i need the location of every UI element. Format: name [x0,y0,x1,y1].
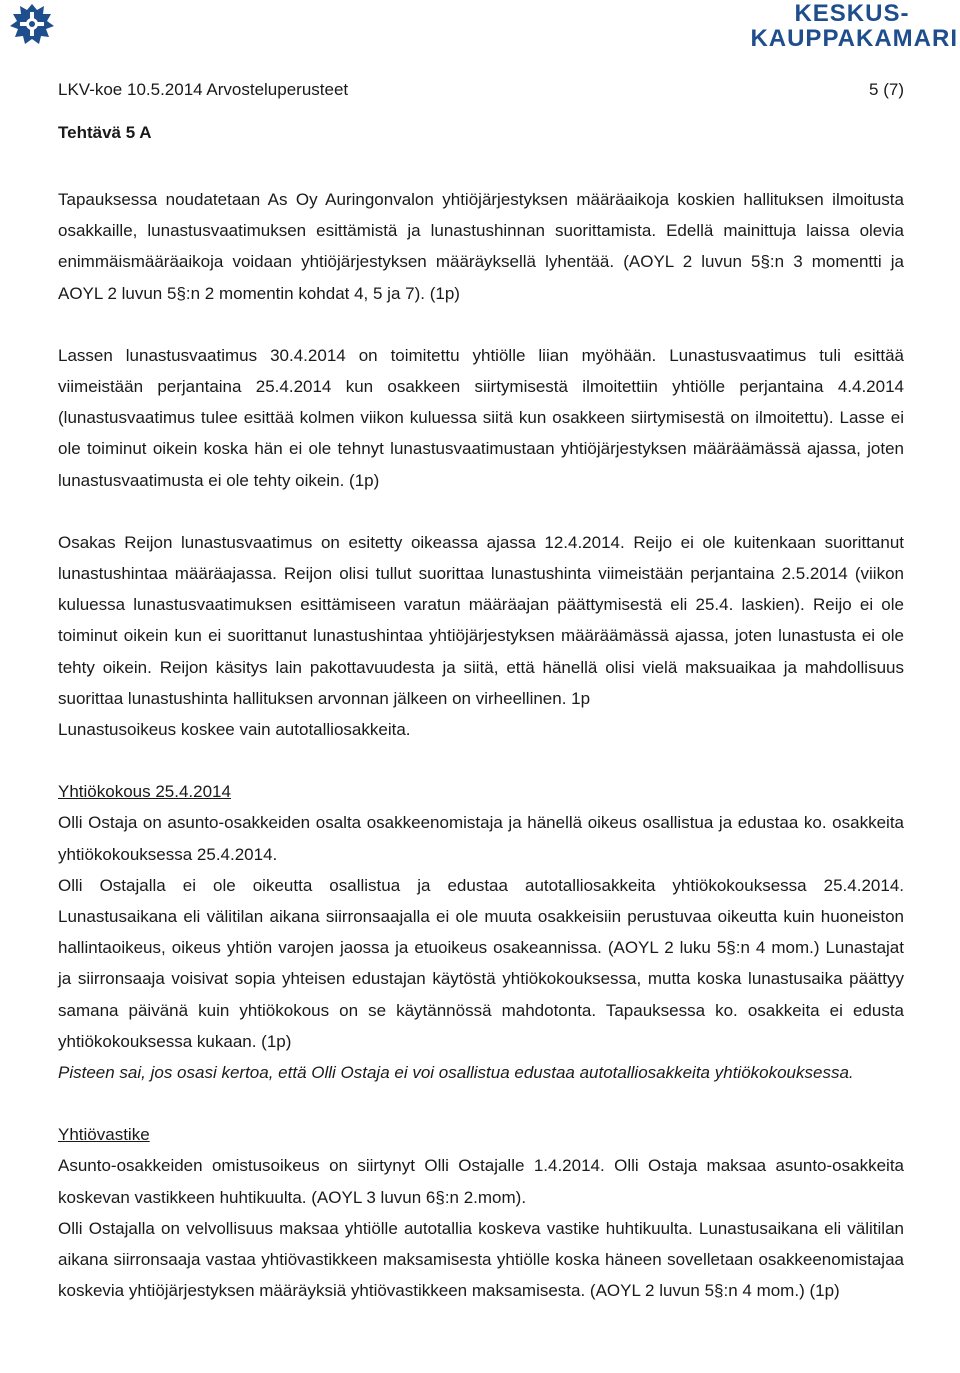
page-number: 5 (7) [869,80,904,99]
paragraph-lasse-claim: Lassen lunastusvaatimus 30.4.2014 on toimitettu yhtiölle liian myöhään. Lunastusvaatimus tuli esittää viimeistään perjantaina 25.4.2014 kun osakkeen siirtymisestä ilmoitettiin yhtiölle perjantaina 4.4.2014 (lunastusvaatimus tulee esittää kolmen viikon kuluessa siitä kun osakkeen siirtymisestä on ilmoitettu). Lasse ei ole toiminut oikein koska hän ei ole tehnyt lunastusvaatimustaan yhtiöjärjestyksen määräämässä ajassa, joten lunastusvaatimusta ei ole tehty oikein. (1p) [58,345,904,490]
page-header [58,78,904,102]
heading-yhtiokokous: Yhtiökokous 25.4.2014 [58,782,231,802]
paragraph-scoring-note: Pisteen sai, jos osasi kertoa, että Olli Ostaja ei voi osallistua edustaa autotalliosakkeita yhtiökokouksessa. [58,1063,854,1083]
paragraph-notification-deadlines: Tapauksessa noudatetaan As Oy Auringonvalon yhtiöjärjestyksen määräaikoja koskien hallituksen ilmoitusta osakkaille, lunastusvaatimuksen esittämistä ja lunastushinnan suorittamista. Edellä mainittuja laissa olevia enimmäismääräaikoja voidaan yhtiöjärjestyksen määräyksellä lyhentää. (AOYL 2 luvun 5§:n 3 momentti ja AOYL 2 luvun 5§:n 2 momentin kohdat 4, 5 ja 7). (1p) [58,190,904,303]
paragraph-reijo-claim: Osakas Reijon lunastusvaatimus on esitetty oikeassa ajassa 12.4.2014. Reijo ei ole kuitenkaan suorittanut lunastushintaa määräajassa. Reijon olisi tullut suorittaa lunastushinta viimeistään perjantaina 2.5.2014 (viikon kuluessa lunastusvaatimuksen esittämiseen varatun määräajan päättymisestä eli 25.4. laskien). Reijo ei ole toiminut oikein kun ei suorittanut lunastushintaa yhtiöjärjestyksen määräämässä ajassa, joten lunastusta ei ole tehty oikein. Reijon käsitys lain pakottavuudesta ja siitä, että hänellä olisi vielä maksuaikaa ja mahdollisuus suorittaa lunastushinta hallituksen arvonnan jälkeen on virheellinen. 1p [58,532,904,708]
paragraph-redemption-right: Lunastusoikeus koskee vain autotalliosakkeita. [58,720,411,740]
paragraph-olli-apartment-shares: Olli Ostaja on asunto-osakkeiden osalta osakkeenomistaja ja hänellä oikeus osallistua ja edustaa ko. osakkeita yhtiökokouksessa 25.4.2014. [58,813,904,864]
chamber-of-commerce-logo [750,2,958,52]
document-body [58,121,904,1307]
paragraph-apartment-fee: Asunto-osakkeiden omistusoikeus on siirtynyt Olli Ostajalle 1.4.2014. Olli Ostaja maksaa asunto-osakkeita koskevan vastikkeen huhtikuulta. (AOYL 3 luvun 6§:n 2.mom). [58,1156,904,1207]
paragraph-olli-garage-shares: Olli Ostajalla ei ole oikeutta osallistua ja edustaa autotalliosakkeita yhtiökokouksessa 25.4.2014. Lunastusaikana eli välitilan aikana siirronsaajalla ei ole muuta osakkeisiin perustuvaa oikeutta kuin huoneiston hallintaoikeus, oikeus yhtiön varojen jaossa ja etuoikeus osakeannissa. (AOYL 2 luku 5§:n 4 mom.) Lunastajat ja siirronsaaja voisivat sopia yhteisen edustajan käytöstä yhtiökokouksessa, mutta koska lunastusaika päättyy samana päivänä kuin yhtiökokous on se käytännössä mahdotonta. Tapauksessa ko. osakkeita ei edusta yhtiökokouksessa kukaan. (1p) [58,875,904,1051]
coat-of-arms-emblem-icon [4,0,60,50]
logo-line-2: KAUPPAKAMARI [750,25,958,52]
document-title: LKV-koe 10.5.2014 Arvosteluperusteet [58,80,349,99]
paragraph-garage-fee: Olli Ostajalla on velvollisuus maksaa yhtiölle autotallia koskeva vastike huhtikuulta. Lunastusaikana eli välitilan aikana siirronsaaja vastaa yhtiövastikkeen maksamisesta yhtiölle koska häneen sovelletaan osakkeenomistajaa koskevia yhtiöjärjestyksen määräyksiä yhtiövastikkeen maksamisesta. (AOYL 2 luvun 5§:n 4 mom.) (1p) [58,1218,904,1301]
heading-yhtiovastike: Yhtiövastike [58,1125,150,1145]
logo-line-1: KESKUS- [794,0,910,27]
task-title: Tehtävä 5 A [58,123,152,142]
